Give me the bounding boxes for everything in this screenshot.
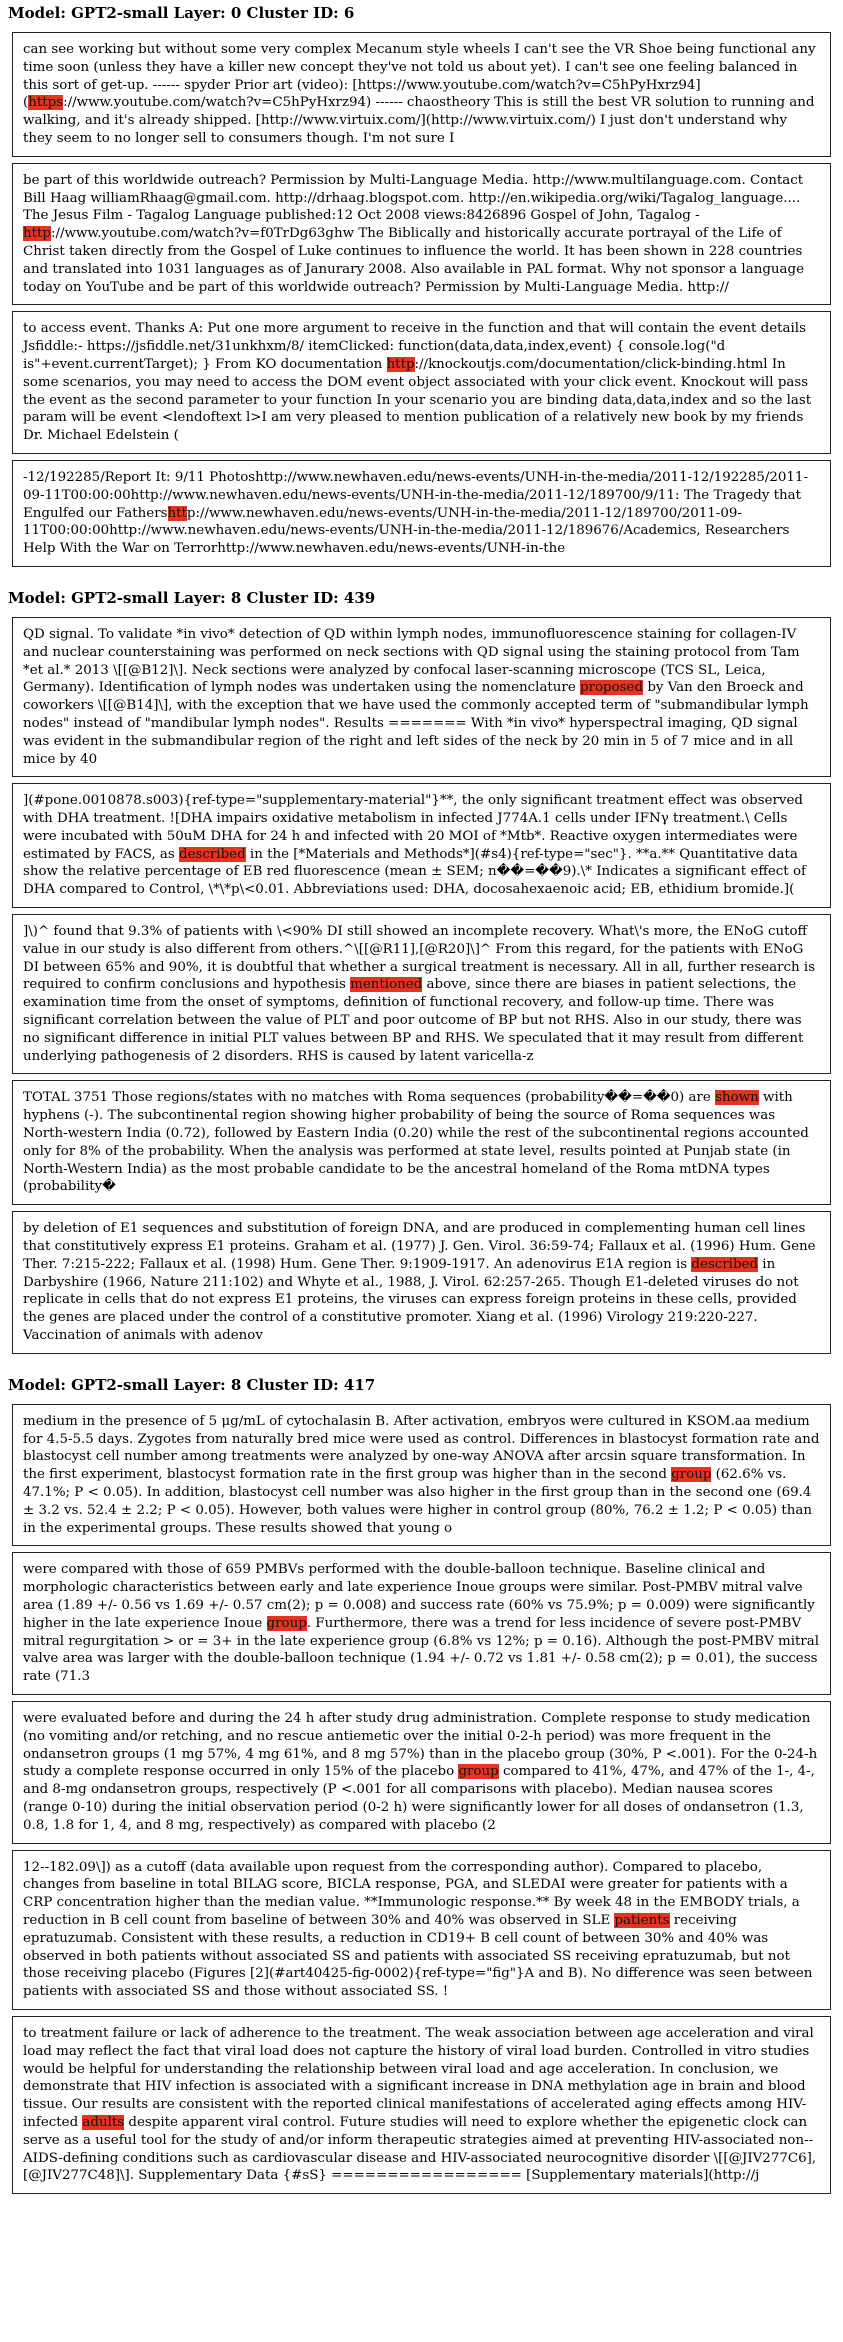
highlighted-token: proposed bbox=[580, 680, 644, 696]
text-after: with hyphens (-). The subcontinental region showing higher probability of being the source of Roma sequences was North-western India (0.72), followed by Eastern India (0.20) while the rest of the subcontinental regions accounted only for 8% of the probability. When the analysis was performed at state level, results pointed at Punjab state (in North-Western India) as the most probable candidate to be the ancestral homeland of the Roma mtDNA types (probability� bbox=[23, 1090, 809, 1195]
text-after: compared to 41%, 47%, and 47% of the 1-, 4-, and 8-mg ondansetron groups, respectively (P <.001 for all comparisons with placebo). Median nausea scores (range 0-10) during the initial observation period (0-2 h) were significantly lower for all doses of ondansetron (1.3, 0.8, 1.8 for 1, 4, and 8 mg, respectively) as compared with placebo (2 bbox=[23, 1764, 815, 1833]
highlighted-token: described bbox=[691, 1256, 759, 1272]
cluster-section-l8-c417 bbox=[8, 1376, 835, 2194]
text-before: can see working but without some very complex Mecanum style wheels I can't see the VR Shoe being functional any time soon (unless they have a killer new concept they've not told us about yet). I can't see one feeling balanced in this sort of get-up. ------ spyder Prior art (video): [https://www.youtube.com/watch?v=C5hPyHxrz94] ( bbox=[23, 42, 816, 111]
text-before: were compared with those of 659 PMBVs performed with the double-balloon technique. Baseline clinical and morphologic characteristics between early and late experience Inoue groups were similar. Post-PMBV mitral valve area (1.89 +/- 0.56 vs 1.69 +/- 0.57 cm(2); p = 0.008) and success rate (60% vs 75.9%; p = 0.009) were significantly higher in the late experience Inoue bbox=[23, 1562, 815, 1631]
text-before: to access event. Thanks A: Put one more argument to receive in the function and that will contain the event details Jsfiddle:- https://jsfiddle.net/31unkhxm/8/ itemClicked: function(data,data,index,event) { console.log("d is"+event.currentTarget); } From KO documentation bbox=[23, 321, 806, 372]
example-card bbox=[12, 163, 831, 306]
highlighted-token: mentioned bbox=[350, 977, 423, 993]
text-after: in Darbyshire (1966, Nature 211:102) and Whyte et al., 1988, J. Virol. 62:257-265. Though E1-deleted viruses do not replicate in cells that do not express E1 proteins, the viruses can express foreign proteins in these cells, provided the genes are placed under the control of a constitutive promoter. Xiang et al. (1996) Virology 219:220-227. Vaccination of animals with adenov bbox=[23, 1256, 799, 1344]
example-card bbox=[12, 617, 831, 777]
highlighted-token: https bbox=[28, 95, 64, 111]
text-after: receiving epratuzumab. Consistent with these results, a reduction in CD19+ B cell count of between 30% and 40% was observed in both patients without associated SS and patients with associated SS receiving epratuzumab, but not those receiving placebo (Figures [2](#art40425-fig-0002){ref-type="fig"}A and B). No difference was seen between patients with associated SS and those without associated SS. ! bbox=[23, 1912, 813, 2000]
text-before: QD signal. To validate *in vivo* detection of QD within lymph nodes, immunofluorescence staining for collagen-IV and nuclear counterstaining was performed on neck sections with QD signal using the staining protocol from Tam *et al.* 2013 \[[@B12]\]. Neck sections were analyzed by confocal laser-scanning microscope (TCS SL, Leica, Germany). Identification of lymph nodes was undertaken using the nomenclature bbox=[23, 626, 800, 696]
cluster-section-l0-c6 bbox=[8, 4, 835, 567]
highlighted-token: htt bbox=[167, 505, 187, 521]
section-title: Model: GPT2-small Layer: 8 Cluster ID: 417 bbox=[8, 1375, 376, 1394]
text-after: p://www.newhaven.edu/news-events/UNH-in-the-media/2011-12/189700/2011-09-11T00:00:00http://www.newhaven.edu/news-events/UNH-in-the-media/2011-12/189676/Academics, Researchers Help With the War on Terrorhttp://www.newhaven.edu/news-events/UNH-in-the bbox=[23, 505, 790, 557]
text-after: . Furthermore, there was a trend for less incidence of severe post-PMBV mitral regurgitation > or = 3+ in the late experience group (6.8% vs 12%; p = 0.16). Although the post-PMBV mitral valve area was larger with the double-balloon technique (1.94 +/- 0.72 vs 1.81 +/- 0.58 cm(2); p = 0.01), the success rate (71.3 bbox=[23, 1615, 820, 1685]
highlighted-token: shown bbox=[715, 1090, 759, 1106]
example-card bbox=[12, 1850, 831, 2010]
section-title: Model: GPT2-small Layer: 8 Cluster ID: 439 bbox=[8, 588, 376, 607]
page bbox=[0, 4, 843, 2194]
text-before: medium in the presence of 5 μg/mL of cytochalasin B. After activation, embryos were cultured in KSOM.aa medium for 4.5-5.5 days. Zygotes from naturally bred mice were used as control. Differences in blastocyst formation rate and blastocyst cell number among treatments were analyzed by one-way ANOVA after arcsin square transformation. In the first experiment, blastocyst formation rate in the first group was higher than in the second bbox=[23, 1413, 820, 1483]
example-card bbox=[12, 1552, 831, 1695]
example-card bbox=[12, 1404, 831, 1547]
text-after: (62.6% vs. 47.1%; P < 0.05). In addition, blastocyst cell number was also higher in the first group than in the second one (69.4 ± 3.2 vs. 52.4 ± 2.2; P < 0.05). However, both values were higher in control group (80%, 76.2 ± 1.2; P < 0.05) than in the experimental groups. These results showed that young o bbox=[23, 1467, 812, 1536]
text-before: TOTAL 3751 Those regions/states with no matches with Roma sequences (probability��=��0) are bbox=[23, 1090, 716, 1106]
text-after: ://knockoutjs.com/documentation/click-binding.html In some scenarios, you may need to access the DOM event object associated with your click event. Knockout will pass the event as the second parameter to your function In your scenario you are binding data,data,index and so the last param will be event <lendoftext l>I am very pleased to mention publication of a relatively new book by my friends Dr. Michael Edelstein ( bbox=[23, 356, 812, 444]
example-card bbox=[12, 783, 831, 908]
text-before: -12/192285/Report It: 9/11 Photoshttp://www.newhaven.edu/news-events/UNH-in-the-media/2011-12/192285/2011-09-11T00:00:00http://www.newhaven.edu/news-events/UNH-in-the-media/2011-12/189700/9/11: The Tragedy that Engulfed our Fathers bbox=[23, 469, 808, 521]
cluster-section-l8-c439 bbox=[8, 589, 835, 1354]
text-before: ](#pone.0010878.s003){ref-type="supplementary-material"}**, the only significant treatment effect was observed with DHA treatment. ![DHA impairs oxidative metabolism in infected J774A.1 cells under IFNγ treatment.\ Cells were incubated with 50uM DHA for 24 h and infected with 20 MOI of *Mtb*. Reactive oxygen intermediates were estimated by FACS, as bbox=[23, 793, 803, 862]
text-after: by Van den Broeck and coworkers \[[@B14]\], with the exception that we have used the commonly accepted term of "submandibular lymph nodes" instead of "mandibular lymph nodes". Results ======= With *in vivo* hyperspectral imaging, QD signal was evident in the submandibular region of the right and left sides of the neck by 20 min in 5 of 7 mice and in all mice by 40 bbox=[23, 680, 809, 767]
text-after: ://www.youtube.com/watch?v=C5hPyHxrz94) ------ chaostheory This is still the best VR solution to running and walking, and it's already shipped. [http://www.virtuix.com/](http://www.virtuix.com/) I just don't understand why they seem to no longer sell to consumers though. I'm not sure I bbox=[23, 95, 815, 146]
example-card bbox=[12, 2016, 831, 2194]
highlighted-token: patients bbox=[614, 1912, 670, 1928]
text-before: to treatment failure or lack of adherence to the treatment. The weak association between age acceleration and viral load may reflect the fact that viral load does not capture the history of viral load burden. Controlled in vitro studies would be helpful for understanding the relationship between viral load and age acceleration. In conclusion, we demonstrate that HIV infection is associated with a significant increase in DNA methylation age in brain and blood tissue. Our results are consistent with the reported clinical manifestations of accelerated aging effects among HIV-infected bbox=[23, 2025, 814, 2130]
text-after: above, since there are biases in patient selections, the examination time from the onset of symptoms, definition of functional recovery, and follow-up time. There was significant correlation between the value of PLT and poor outcome of BP but not RHS. Also in our study, there was no significant difference in initial PLT values between BP and RHS. We speculated that it may result from different underlying pathogenesis of 2 disorders. RHS is caused by latent varicella-z bbox=[23, 977, 804, 1064]
highlighted-token: http bbox=[23, 226, 51, 242]
text-before: by deletion of E1 sequences and substitution of foreign DNA, and are produced in complementing human cell lines that constitutively express E1 proteins. Graham et al. (1977) J. Gen. Virol. 36:59-74; Fallaux et al. (1996) Hum. Gene Ther. 7:215-222; Fallaux et al. (1998) Hum. Gene Ther. 9:1909-1917. An adenovirus E1A region is bbox=[23, 1221, 816, 1272]
highlighted-token: described bbox=[179, 846, 246, 862]
example-card bbox=[12, 32, 831, 157]
text-before: ]\)^ found that 9.3% of patients with \<90% DI still showed an incomplete recovery. What\'s more, the ENoG cutoff value in our study is also different from others.^\[[@R11],[@R20]\]^ From this regard, for the patients with ENoG DI between 65% and 90%, it is doubtful that whether a surgical treatment is necessary. All in all, further research is required to confirm conclusions and hypothesis bbox=[23, 924, 816, 993]
highlighted-token: adults bbox=[82, 2114, 125, 2130]
text-before: 12--182.09\]) as a cutoff (data available upon request from the corresponding author). Compared to placebo, changes from baseline in total BILAG score, BICLA response, PGA, and SLEDAI were greater for patients with a CRP concentration higher than the median value. **Immunologic response.** By week 48 in the EMBODY trials, a reduction in B cell count from baseline of between 30% and 40% was observed in SLE bbox=[23, 1859, 800, 1928]
highlighted-token: group bbox=[458, 1764, 499, 1780]
example-card bbox=[12, 311, 831, 454]
highlighted-token: group bbox=[671, 1467, 712, 1483]
highlighted-token: http bbox=[386, 356, 415, 372]
example-card bbox=[12, 1080, 831, 1205]
example-card bbox=[12, 1211, 831, 1354]
text-before: were evaluated before and during the 24 h after study drug administration. Complete response to study medication (no vomiting and/or retching, and no rescue antiemetic over the initial 0-2-h period) was more frequent in the ondansetron groups (1 mg 57%, 4 mg 61%, and 8 mg 57%) than in the placebo group (30%, P <.001). For the 0-24-h study a complete response occurred in only 15% of the placebo bbox=[23, 1710, 818, 1780]
text-after: in the [*Materials and Methods*](#s4){ref-type="sec"}. **a.** Quantitative data show the relative percentage of EB red fluorescence (mean ± SEM; n��=��9).\* Indicates a significant effect of DHA compared to Control, \*\*p\<0.01. Abbreviations used: DHA, docosahexaenoic acid; EB, ethidium bromide.]( bbox=[23, 846, 806, 898]
example-card bbox=[12, 460, 831, 567]
text-before: be part of this worldwide outreach? Permission by Multi-Language Media. http://www.multilanguage.com. Contact Bill Haag williamRhaag@gmail.com. http://drhaag.blogspot.com. http://en.wikipedia.org/wiki/Tagalog_language.... The Jesus Film - Tagalog Language published:12 Oct 2008 views:8426896 Gospel of John, Tagalog - bbox=[23, 172, 804, 224]
highlighted-token: group bbox=[266, 1615, 307, 1631]
text-after: despite apparent viral control. Future studies will need to explore whether the epigenetic clock can serve as a useful tool for the study of and/or inform therapeutic strategies aimed at preventing HIV-associated non--AIDS-defining conditions such as cardiovascular disease and HIV-associated neurocognitive disorder \[[@JIV277C6], [@JIV277C48]\]. Supplementary Data {#sS} ================= [Supplementary materials](http://j bbox=[23, 2114, 817, 2184]
section-title: Model: GPT2-small Layer: 0 Cluster ID: 6 bbox=[8, 4, 355, 22]
text-after: ://www.youtube.com/watch?v=f0TrDg63ghw The Biblically and historically accurate portrayal of the Life of Christ taken directly from the Gospel of Luke continues to influence the world. It has been shown in 228 countries and translated into 1031 languages as of Janurary 2008. Also available in PAL format. Why not sponsor a language today on YouTube and be part of this worldwide outreach? Permission by Multi-Language Media. http:// bbox=[23, 226, 804, 295]
example-card bbox=[12, 1701, 831, 1844]
example-card bbox=[12, 914, 831, 1074]
